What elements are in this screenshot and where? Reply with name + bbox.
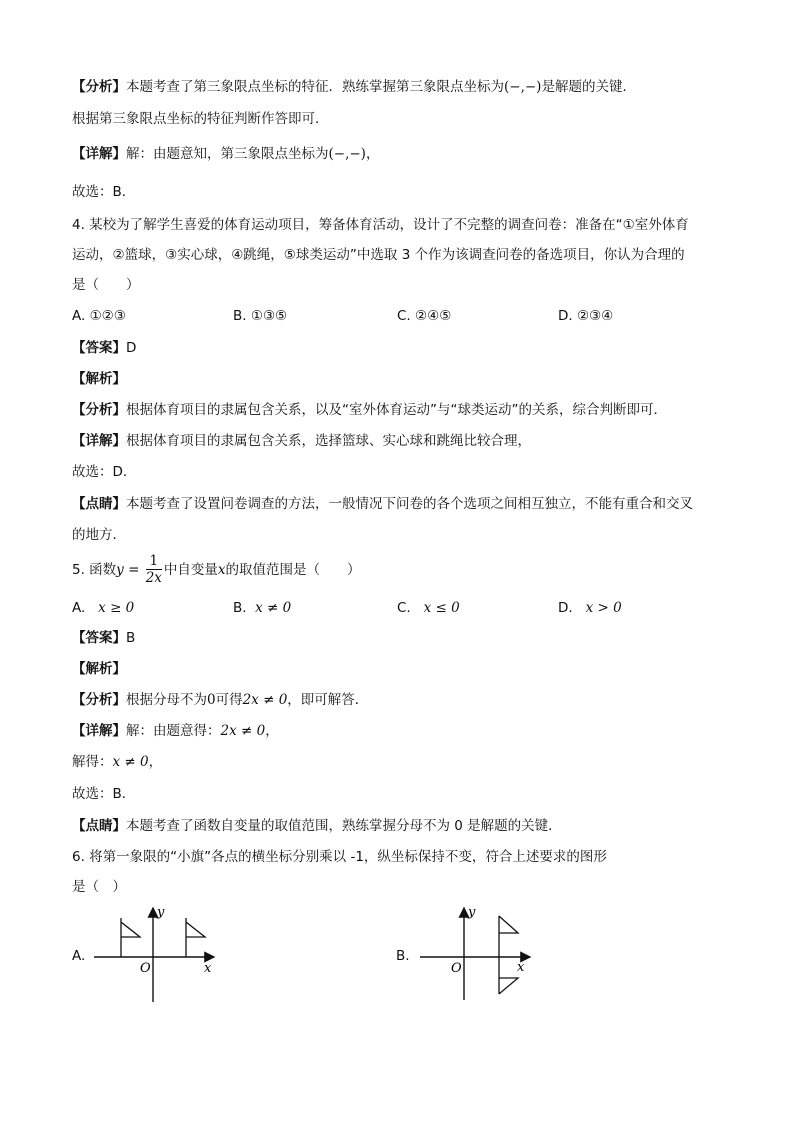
answer-value: D (126, 340, 137, 356)
q4-option-b: B. ①③⑤ (233, 308, 288, 324)
q6-stem-line2: 是（ ） (72, 879, 126, 895)
detail-text: ， (265, 723, 279, 739)
q5-option-d (558, 598, 622, 618)
comment-tag: 【点睛】 (72, 496, 126, 512)
detail-tag: 【详解】 (72, 146, 126, 162)
answer-tag: 【答案】 (72, 630, 126, 646)
fraction (146, 554, 162, 586)
q3-detail-line (72, 144, 379, 164)
option-label: C. (397, 600, 411, 616)
q5-jiexi-tag: 【解析】 (72, 661, 126, 677)
comment-tag: 【点睛】 (72, 818, 126, 834)
q5-prefix: 5. 函数 (72, 562, 117, 578)
q4-stem-line3: 是（ ） (72, 277, 140, 293)
q3-analysis-line2: 根据第三象限点坐标的特征判断作答即可． (72, 111, 329, 127)
q5-mid: 中自变量 (163, 562, 218, 578)
analysis-tag: 【分析】 (72, 402, 126, 418)
zero-number: 0 (207, 692, 216, 708)
analysis-text: 可得 (215, 692, 243, 708)
answer-tag: 【答案】 (72, 340, 126, 356)
analysis-text: 本题考查了第三象限点坐标的特征．熟练掌握第三象限点坐标为 (126, 79, 504, 95)
q5-option-a (72, 598, 134, 618)
coord-expr: (−,−) (328, 146, 366, 162)
q4-option-c: C. ②④⑤ (397, 308, 452, 324)
detail-tail: ， (365, 146, 380, 162)
q5-detail (72, 721, 279, 741)
comment-text: 本题考查了函数自变量的取值范围，熟练掌握分母不为 0 是解题的关键． (126, 818, 562, 834)
detail-tag: 【详解】 (72, 723, 126, 739)
q3-choose: 故选：B． (72, 184, 136, 200)
q4-option-d: D. ②③④ (558, 308, 614, 324)
analysis-tag: 【分析】 (72, 79, 126, 95)
y-axis-label: y (468, 905, 476, 920)
denominator: 2x (145, 570, 162, 586)
q4-detail (72, 431, 531, 451)
q5-answer (72, 628, 135, 648)
answer-value: B (126, 630, 136, 646)
origin-label: O (140, 961, 151, 976)
option-expr: x ≤ 0 (423, 600, 460, 616)
q4-comment-line2: 的地方． (72, 527, 126, 543)
option-expr: x ≥ 0 (98, 600, 135, 616)
coord-expr: (−,−) (504, 79, 542, 95)
q4-stem-line2: 运动，②篮球，③实心球，④跳绳，⑤球类运动”中选取 3 个作为该调查问卷的备选项目，你认为合理的 (72, 247, 685, 263)
flag-left (121, 918, 140, 957)
option-expr: x ≠ 0 (255, 600, 292, 616)
detail-text: 根据体育项目的隶属包含关系，选择篮球、实心球和跳绳比较合理， (126, 433, 531, 449)
q6-figure-b (416, 902, 556, 1004)
q5-analysis (72, 690, 368, 710)
math-expr: 2x ≠ 0 (220, 723, 266, 739)
analysis-text: ，即可解答． (287, 692, 369, 708)
detail-text: 解：由题意知，第三象限点坐标为 (126, 146, 329, 162)
detail-tag: 【详解】 (72, 433, 126, 449)
comment-text: 本题考查了设置问卷调查的方法，一般情况下问卷的各个选项之间相互独立，不能有重合和交叉 (126, 496, 693, 512)
q6-option-a-label: A. (72, 948, 86, 964)
q4-jiexi-tag: 【解析】 (72, 371, 126, 387)
detail-text: 解：由题意得： (126, 723, 221, 739)
analysis-text: 根据体育项目的隶属包含关系，以及“室外体育运动”与“球类运动”的关系，综合判断即可． (126, 402, 667, 418)
q4-stem-line1: 4. 某校为了解学生喜爱的体育运动项目，筹备体育活动，设计了不完整的调查问卷：准备在“①室外体育 (72, 217, 689, 233)
q5-option-b (233, 598, 291, 618)
option-label: B. (233, 600, 247, 616)
var-x: x (217, 562, 226, 578)
q5-comment (72, 816, 562, 836)
q5-solve (72, 752, 162, 772)
q6-figure-a (90, 902, 230, 1004)
q6-stem-line1: 6. 将第一象限的“小旗”各点的横坐标分别乘以 -1，纵坐标保持不变，符合上述要求的图形 (72, 849, 607, 865)
q4-analysis (72, 400, 667, 420)
q3-analysis-line (72, 77, 636, 97)
q5-stem (72, 552, 361, 588)
solve-text: 解得： (72, 754, 113, 770)
math-expr: 2x ≠ 0 (242, 692, 288, 708)
q4-answer (72, 338, 136, 358)
flag-right (186, 918, 205, 957)
analysis-tag: 【分析】 (72, 692, 126, 708)
origin-label: O (451, 961, 462, 976)
q4-choose: 故选：D． (72, 464, 137, 480)
numerator: 1 (146, 554, 162, 570)
x-axis-label: x (204, 961, 212, 976)
q5-choose: 故选：B． (72, 786, 136, 802)
option-expr: x > 0 (585, 600, 622, 616)
flag-upper (499, 916, 518, 957)
math-expr: x ≠ 0 (112, 754, 149, 770)
q4-option-a: A. ①②③ (72, 308, 126, 324)
flag-lower (499, 957, 518, 994)
equals-sign: = (123, 562, 144, 578)
var-y: y (116, 562, 124, 578)
option-label: D. (558, 600, 573, 616)
option-label: A. (72, 600, 86, 616)
analysis-text: 根据分母不为 (126, 692, 207, 708)
q5-tail: 的取值范围是（ ） (225, 562, 361, 578)
solve-text: ， (148, 754, 163, 770)
q5-option-c (397, 598, 460, 618)
q4-comment (72, 494, 693, 514)
analysis-tail: 是解题的关键． (541, 79, 636, 95)
x-axis-label: x (517, 960, 525, 975)
q6-option-b-label: B. (396, 948, 410, 964)
y-axis-label: y (157, 905, 165, 920)
